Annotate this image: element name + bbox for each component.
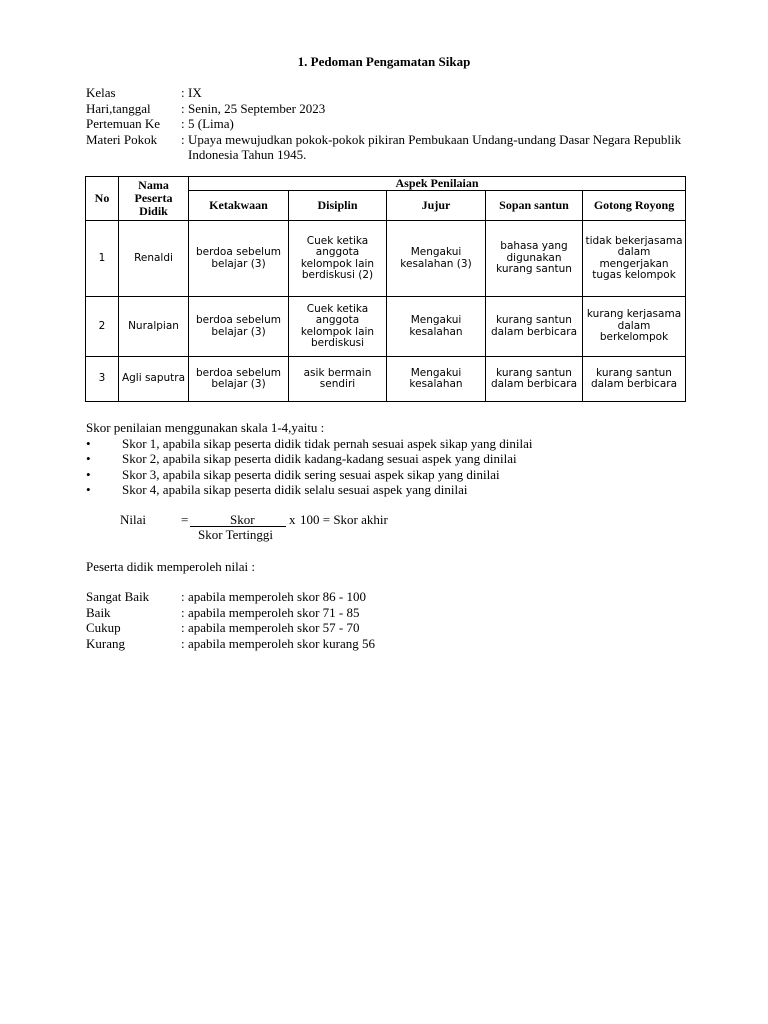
grade-value: apabila memperoleh skor 71 - 85: [188, 604, 360, 620]
cell-nama: Nuralpian: [119, 297, 189, 357]
info-value: IX: [188, 85, 202, 100]
cell-gotong-royong: tidak bekerjasama dalam mengerjakan tugas kelompok: [583, 221, 686, 297]
formula-times: x: [289, 512, 296, 527]
header-sopan-santun: Sopan santun: [486, 191, 583, 221]
list-item: [86, 482, 706, 498]
formula-label: Nilai: [120, 512, 146, 527]
scoring-item: Skor 2, apabila sikap peserta didik kadang-kadang sesuai aspek yang dinilai: [122, 451, 517, 466]
cell-disiplin: Cuek ketika anggota kelompok lain berdiskusi: [289, 297, 387, 357]
cell-sopan-santun: kurang santun dalam berbicara: [486, 357, 583, 402]
info-label: Pertemuan Ke: [86, 116, 161, 131]
info-row-materi: [86, 132, 706, 163]
header-jujur: Jujur: [387, 191, 486, 221]
score-formula: [120, 512, 440, 544]
cell-jujur: Mengakui kesalahan: [387, 297, 486, 357]
info-label: Materi Pokok: [86, 131, 158, 147]
peserta-text: Peserta didik memperoleh nilai :: [86, 559, 255, 574]
header-nama: Nama Peserta Didik: [119, 177, 189, 221]
cell-no: 3: [86, 357, 119, 402]
scoring-item: Skor 4, apabila sikap peserta didik selalu sesuai aspek yang dinilai: [122, 482, 468, 497]
grade-label: Sangat Baik: [86, 589, 150, 604]
cell-ketakwaan: berdoa sebelum belajar (3): [189, 221, 289, 297]
cell-nama: Agli saputra: [119, 357, 189, 402]
table-row: [86, 221, 686, 297]
bullet-icon: •: [86, 482, 91, 497]
cell-jujur: Mengakui kesalahan (3): [387, 221, 486, 297]
colon: :: [181, 589, 185, 604]
grade-value: apabila memperoleh skor 86 - 100: [188, 589, 366, 604]
formula-equals: =: [181, 512, 189, 527]
info-value: Senin, 25 September 2023: [188, 100, 326, 116]
bullet-icon: •: [86, 466, 91, 482]
cell-gotong-royong: kurang santun dalam berbicara: [583, 357, 686, 402]
info-row-hari-tanggal: [86, 101, 706, 117]
list-item: [86, 436, 706, 452]
header-aspek-penilaian: Aspek Penilaian: [189, 177, 686, 191]
cell-sopan-santun: bahasa yang digunakan kurang santun: [486, 221, 583, 297]
info-row-pertemuan: [86, 116, 706, 132]
formula-denominator: Skor Tertinggi: [198, 527, 274, 542]
formula-result: 100 = Skor akhir: [300, 512, 388, 527]
colon: :: [181, 116, 185, 131]
info-value: 5 (Lima): [188, 116, 234, 131]
colon: :: [181, 604, 185, 620]
info-label: Hari,tanggal: [86, 100, 151, 116]
cell-ketakwaan: berdoa sebelum belajar (3): [189, 357, 289, 402]
grade-list: [86, 589, 706, 651]
grade-row: [86, 636, 706, 652]
info-section: [86, 85, 706, 163]
cell-disiplin: Cuek ketika anggota kelompok lain berdiskusi (2): [289, 221, 387, 297]
colon: :: [181, 620, 185, 635]
list-item: [86, 467, 706, 483]
info-label: Kelas: [86, 85, 116, 100]
page-title: 1. Pedoman Pengamatan Sikap: [297, 54, 471, 69]
info-row-kelas: [86, 85, 706, 101]
cell-no: 1: [86, 221, 119, 297]
bullet-icon: •: [86, 451, 91, 466]
cell-gotong-royong: kurang kerjasama dalam berkelompok: [583, 297, 686, 357]
scoring-intro: Skor penilaian menggunakan skala 1-4,yaitu :: [86, 420, 325, 435]
grade-row: [86, 620, 706, 636]
grade-row: [86, 589, 706, 605]
colon: :: [181, 85, 185, 100]
colon: :: [181, 100, 185, 116]
cell-disiplin: asik bermain sendiri: [289, 357, 387, 402]
header-no: No: [86, 177, 119, 221]
grade-label: Cukup: [86, 620, 121, 635]
table-header-row: [86, 177, 686, 191]
cell-no: 2: [86, 297, 119, 357]
info-value: Upaya mewujudkan pokok-pokok pikiran Pembukaan Undang-undang Dasar Negara Republik Indonesia Tahun 1945.: [188, 131, 682, 162]
grade-value: apabila memperoleh skor 57 - 70: [188, 620, 360, 635]
assessment-table: [85, 176, 686, 402]
header-gotong-royong: Gotong Royong: [583, 191, 686, 221]
cell-jujur: Mengakui kesalahan: [387, 357, 486, 402]
scoring-section: [86, 420, 706, 498]
cell-nama: Renaldi: [119, 221, 189, 297]
header-disiplin: Disiplin: [289, 191, 387, 221]
bullet-icon: •: [86, 435, 91, 451]
cell-ketakwaan: berdoa sebelum belajar (3): [189, 297, 289, 357]
grade-label: Kurang: [86, 635, 125, 651]
formula-numerator: Skor: [230, 512, 255, 527]
header-ketakwaan: Ketakwaan: [189, 191, 289, 221]
table-row: [86, 357, 686, 402]
colon: :: [181, 131, 185, 147]
table-row: [86, 297, 686, 357]
scoring-item: Skor 1, apabila sikap peserta didik tidak pernah sesuai aspek sikap yang dinilai: [122, 435, 533, 451]
grade-label: Baik: [86, 604, 111, 620]
cell-sopan-santun: kurang santun dalam berbicara: [486, 297, 583, 357]
colon: :: [181, 635, 185, 651]
grade-value: apabila memperoleh skor kurang 56: [188, 635, 375, 651]
list-item: [86, 451, 706, 467]
grade-row: [86, 605, 706, 621]
scoring-item: Skor 3, apabila sikap peserta didik sering sesuai aspek sikap yang dinilai: [122, 466, 500, 482]
